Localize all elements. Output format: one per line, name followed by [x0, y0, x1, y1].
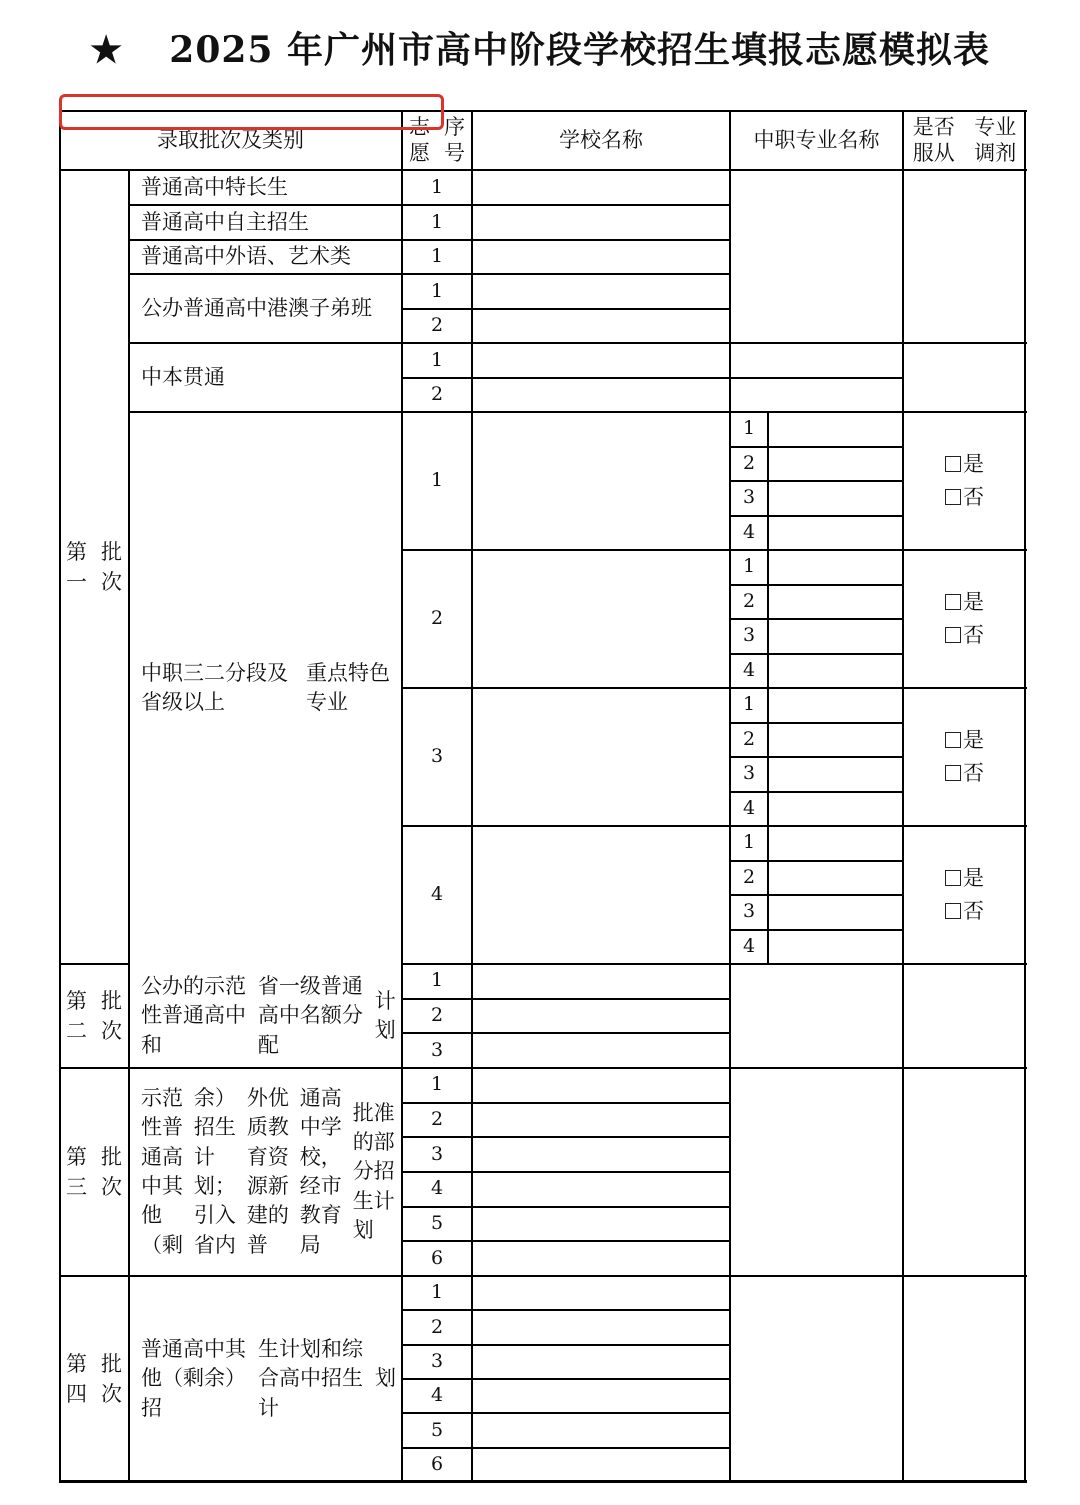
checkbox-no[interactable] — [945, 619, 984, 652]
checkbox-no[interactable] — [945, 895, 984, 928]
order-number: 4 — [430, 883, 444, 906]
category-c2: 普通高中自主招生 — [141, 209, 309, 234]
text-line: 序号 — [444, 114, 465, 165]
school-input[interactable] — [472, 1241, 730, 1276]
major-input[interactable] — [768, 757, 903, 792]
major-input[interactable] — [768, 895, 903, 930]
checkbox-icon[interactable] — [945, 732, 961, 748]
text-line: 通高中学校，经市教育局 — [299, 1085, 342, 1257]
batch-label-b1 — [59, 170, 129, 964]
major-order-number: 4 — [742, 658, 756, 681]
text-line: 计划 — [374, 988, 396, 1042]
category-c7 — [129, 964, 402, 1068]
text-line: 省一级普通高中名额分配 — [257, 973, 363, 1057]
major-order-number: 4 — [742, 520, 756, 543]
text-line: 批次 — [101, 1351, 122, 1406]
major-input[interactable] — [768, 619, 903, 654]
header-adjust — [903, 110, 1026, 170]
school-input[interactable] — [472, 309, 730, 343]
category-c6 — [129, 412, 402, 964]
major-input[interactable] — [730, 378, 903, 412]
order-number: 1 — [430, 245, 444, 268]
checkbox-label: 是 — [963, 866, 984, 891]
page-title-text: 2025 年广州市高中阶段学校招生填报志愿模拟表 — [169, 29, 990, 71]
major-order-number: 3 — [742, 486, 756, 509]
checkbox-yes[interactable] — [945, 724, 984, 757]
order-number: 1 — [430, 1281, 444, 1304]
order-number: 6 — [430, 1452, 444, 1475]
text-line: 重点特色专业 — [306, 660, 390, 714]
adjust-choice — [903, 412, 1026, 550]
school-input[interactable] — [472, 1448, 730, 1482]
order-number: 6 — [430, 1246, 444, 1269]
school-input[interactable] — [472, 999, 730, 1034]
order-number: 1 — [430, 469, 444, 492]
checkbox-no[interactable] — [945, 757, 984, 790]
major-order-number: 2 — [742, 727, 756, 750]
major-order-number: 1 — [742, 831, 756, 854]
order-number: 3 — [430, 1038, 444, 1061]
checkbox-label: 否 — [963, 761, 984, 785]
major-input[interactable] — [730, 343, 903, 378]
major-input[interactable] — [768, 826, 903, 861]
major-order-number: 1 — [742, 417, 756, 440]
text-line: 公办的示范性普通高中和 — [141, 973, 246, 1057]
page-title — [0, 22, 1080, 73]
order-number: 5 — [430, 1212, 444, 1235]
checkbox-icon[interactable] — [945, 489, 961, 505]
order-number: 1 — [430, 210, 444, 233]
order-number: 3 — [430, 745, 444, 768]
order-number: 3 — [430, 1142, 444, 1165]
order-number: 2 — [430, 314, 444, 337]
adjust-input[interactable] — [903, 964, 1026, 1068]
text-line: 第四 — [66, 1351, 87, 1406]
major-input[interactable] — [730, 1068, 903, 1276]
school-input[interactable] — [472, 964, 730, 999]
checkbox-icon[interactable] — [945, 456, 961, 472]
checkbox-icon[interactable] — [945, 765, 961, 781]
text-line: 划 — [375, 1366, 396, 1391]
school-input[interactable] — [472, 378, 730, 412]
major-order-number: 1 — [742, 693, 756, 716]
major-input[interactable] — [768, 861, 903, 896]
major-input[interactable] — [768, 585, 903, 620]
checkbox-yes[interactable] — [945, 862, 984, 895]
text-line: 普通高中其他（剩余）招 — [141, 1336, 246, 1420]
header-major: 中职专业名称 — [753, 127, 880, 152]
checkbox-yes[interactable] — [945, 448, 984, 481]
checkbox-label: 否 — [963, 485, 984, 509]
order-number: 1 — [430, 1073, 444, 1096]
school-input[interactable] — [472, 1413, 730, 1447]
text-line: 批次 — [101, 1144, 122, 1199]
major-input[interactable] — [730, 170, 903, 343]
order-number: 2 — [430, 607, 444, 630]
checkbox-label: 否 — [963, 623, 984, 647]
adjust-input[interactable] — [903, 1068, 1026, 1276]
adjust-choice — [903, 688, 1026, 826]
school-input[interactable] — [472, 1276, 730, 1310]
school-input[interactable] — [472, 1033, 730, 1068]
major-input[interactable] — [730, 964, 903, 1068]
volunteer-form-table — [59, 110, 1027, 1482]
major-input[interactable] — [768, 723, 903, 758]
major-order-number: 4 — [742, 934, 756, 957]
order-number: 3 — [430, 1349, 444, 1372]
checkbox-label: 是 — [963, 452, 984, 477]
school-input[interactable] — [472, 240, 730, 274]
text-line: 第三 — [66, 1144, 87, 1199]
text-line: 余）招生计划；引入省内 — [193, 1085, 236, 1257]
school-input[interactable] — [472, 412, 730, 550]
order-number: 1 — [430, 348, 444, 371]
batch-label-b4 — [59, 1276, 129, 1482]
category-c5: 中本贯通 — [141, 364, 225, 389]
order-number: 5 — [430, 1418, 444, 1441]
text-line: 批次 — [101, 988, 122, 1043]
header-school: 学校名称 — [559, 127, 643, 152]
major-order-number: 2 — [742, 451, 756, 474]
major-input[interactable] — [768, 930, 903, 965]
text-line: 批准的部分招生计划 — [352, 1100, 395, 1243]
major-order-number: 2 — [742, 865, 756, 888]
order-number: 2 — [430, 1108, 444, 1131]
checkbox-label: 否 — [963, 899, 984, 923]
school-input[interactable] — [472, 826, 730, 964]
adjust-input[interactable] — [903, 170, 1026, 343]
category-c4: 公办普通高中港澳子弟班 — [141, 295, 372, 320]
order-number: 4 — [430, 1177, 444, 1200]
order-number: 2 — [430, 1004, 444, 1027]
order-number: 1 — [430, 969, 444, 992]
major-input[interactable] — [768, 792, 903, 827]
school-input[interactable] — [472, 1310, 730, 1344]
batch-label-b3 — [59, 1068, 129, 1276]
major-input[interactable] — [768, 516, 903, 551]
school-input[interactable] — [472, 1379, 730, 1413]
school-input[interactable] — [472, 550, 730, 688]
text-line: 批次 — [101, 539, 122, 594]
checkbox-icon[interactable] — [945, 903, 961, 919]
adjust-input[interactable] — [903, 343, 1026, 412]
major-order-number: 1 — [742, 555, 756, 578]
category-c3: 普通高中外语、艺术类 — [141, 244, 351, 269]
school-input[interactable] — [472, 1068, 730, 1103]
school-input[interactable] — [472, 1137, 730, 1172]
adjust-choice — [903, 826, 1026, 964]
school-input[interactable] — [472, 343, 730, 378]
order-number: 4 — [430, 1384, 444, 1407]
checkbox-no[interactable] — [945, 481, 984, 514]
order-number: 1 — [430, 175, 444, 198]
star-icon: ★ — [89, 29, 124, 71]
text-line: 第二 — [66, 988, 87, 1043]
major-input[interactable] — [768, 550, 903, 585]
school-input[interactable] — [472, 1207, 730, 1242]
checkbox-icon[interactable] — [945, 870, 961, 886]
text-line: 志愿 — [409, 114, 430, 165]
category-c9 — [129, 1276, 402, 1482]
major-input[interactable] — [768, 688, 903, 723]
text-line: 第一 — [66, 539, 87, 594]
text-line: 是否服从 — [912, 114, 955, 165]
major-order-number: 4 — [742, 796, 756, 819]
header-category: 录取批次及类别 — [157, 127, 304, 152]
text-line: 示范性普通高中其他（剩 — [141, 1085, 183, 1257]
adjust-choice — [903, 550, 1026, 688]
text-line: 专业调剂 — [974, 114, 1017, 165]
major-order-number: 3 — [742, 900, 756, 923]
grid-line — [129, 1481, 1027, 1483]
checkbox-label: 是 — [963, 728, 984, 753]
text-line: 生计划和综合高中招生计 — [258, 1336, 363, 1420]
text-line: 外优质教育资源新建的普 — [246, 1085, 289, 1257]
text-line: 中职三二分段及省级以上 — [141, 660, 288, 714]
school-input[interactable] — [472, 688, 730, 826]
school-input[interactable] — [472, 1345, 730, 1379]
major-order-number: 3 — [742, 624, 756, 647]
checkbox-icon[interactable] — [945, 594, 961, 610]
school-input[interactable] — [472, 274, 730, 309]
major-order-number: 2 — [742, 589, 756, 612]
adjust-input[interactable] — [903, 1276, 1026, 1482]
major-input[interactable] — [768, 481, 903, 516]
checkbox-icon[interactable] — [945, 627, 961, 643]
school-input[interactable] — [472, 170, 730, 205]
highlight-box — [59, 94, 444, 130]
order-number: 2 — [430, 383, 444, 406]
category-c1: 普通高中特长生 — [141, 174, 288, 199]
major-input[interactable] — [730, 1276, 903, 1482]
school-input[interactable] — [472, 1103, 730, 1138]
order-number: 1 — [430, 279, 444, 302]
school-input[interactable] — [472, 1172, 730, 1207]
order-number: 2 — [430, 1315, 444, 1338]
major-input[interactable] — [768, 654, 903, 689]
category-c8 — [129, 1068, 402, 1276]
checkbox-label: 是 — [963, 590, 984, 615]
batch-label-b2 — [59, 964, 129, 1068]
school-input[interactable] — [472, 205, 730, 240]
major-order-number: 3 — [742, 762, 756, 785]
checkbox-yes[interactable] — [945, 586, 984, 619]
major-input[interactable] — [768, 412, 903, 447]
major-input[interactable] — [768, 447, 903, 482]
